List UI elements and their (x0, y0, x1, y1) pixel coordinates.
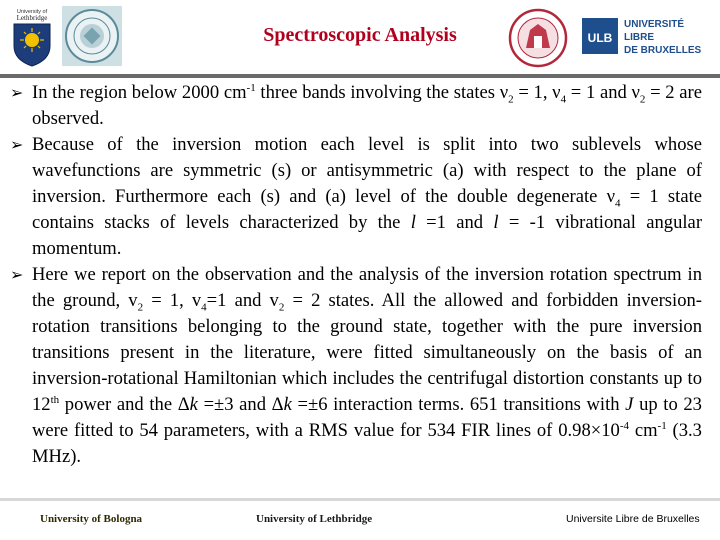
italic-l: l (410, 212, 416, 233)
italic-l: l (493, 212, 499, 233)
text: cm (629, 420, 658, 441)
arrow-bullet-icon: ➢ (10, 135, 24, 154)
text: three bands involving the states ν (255, 82, 509, 103)
text: = 1 state contains stacks of levels characterized by the (32, 186, 702, 233)
text: = 1 and ν (566, 82, 640, 103)
footer-bruxelles: Universite Libre de Bruxelles (566, 513, 700, 525)
text: = 1, ν (513, 82, 561, 103)
footer-divider (0, 498, 720, 501)
round-seal (62, 6, 122, 66)
content (10, 80, 702, 470)
sub: 2 (278, 301, 285, 314)
text: = -1 vibrational angular momentum. (32, 212, 703, 259)
text: Here we report on the observation and the analysis of the inversion rotation spectrum in the ground, v (32, 264, 702, 311)
bullet-2 (10, 132, 702, 262)
text: (3.3 MHz). (32, 420, 702, 467)
arrow-bullet-icon: ➢ (10, 83, 24, 102)
svg-text:Lethbridge: Lethbridge (16, 14, 48, 22)
svg-text:LIBRE: LIBRE (624, 32, 654, 43)
sub: 2 (508, 93, 514, 106)
sup: -1 (246, 81, 256, 94)
text: Because of the inversion motion each level is split into two sublevels whose wavefunctions are symmetric (s) or antisymmetric (a) with respect to the plane of inversion. Furthermore each (s) and (a) level of the double degenerate ν (32, 134, 702, 207)
svg-text:UNIVERSITÉ: UNIVERSITÉ (624, 19, 685, 30)
sup: th (50, 393, 60, 406)
sub: 2 (639, 93, 646, 106)
text: = 2 states. All the allowed and forbidden inversion-rotation transitions belonging to the ground state, together with the pure inversion transitions present in the literature, were fitted simultaneously on the basis of an inversion-rotational Hamiltonian which includes the centrifugal distortion constants up to 12 (32, 290, 702, 415)
italic-j: J (625, 394, 634, 415)
sub: 4 (560, 93, 567, 106)
arrow-bullet-icon: ➢ (10, 265, 24, 284)
text: =1 and (415, 212, 494, 233)
footer-lethbridge: University of Lethbridge (256, 513, 373, 525)
footer (0, 505, 720, 535)
sup: -1 (657, 419, 667, 432)
sub: 4 (201, 301, 207, 314)
text: up to 23 were fitted to 54 parameters, with a RMS value for 534 FIR lines of 0.98×10 (32, 394, 702, 441)
text: =±6 interaction terms. 651 transitions with (291, 394, 626, 415)
header-divider (0, 74, 720, 78)
italic-k: k (189, 394, 198, 415)
italic-k: k (283, 394, 292, 415)
ulb-logo (578, 12, 718, 62)
bullet-1 (10, 80, 702, 132)
text: =1 and v (206, 290, 279, 311)
lethbridge-logo (6, 6, 58, 68)
svg-text:DE BRUXELLES: DE BRUXELLES (624, 45, 702, 56)
page-title: Spectroscopic Analysis (263, 24, 457, 46)
sub: 4 (615, 197, 621, 210)
bullet-3 (10, 262, 702, 470)
header (0, 0, 720, 74)
text: In the region below 2000 cm (32, 82, 247, 103)
sub: 2 (137, 301, 144, 314)
svg-text:ULB: ULB (587, 31, 613, 45)
text: = 1, v (143, 290, 202, 311)
text: =±3 and Δ (197, 394, 284, 415)
sup: -4 (619, 419, 629, 432)
footer-bologna: University of Bologna (40, 513, 143, 525)
text: power and the Δ (59, 394, 190, 415)
svg-text:University of: University of (16, 9, 48, 15)
text: = 2 are observed. (32, 82, 702, 129)
